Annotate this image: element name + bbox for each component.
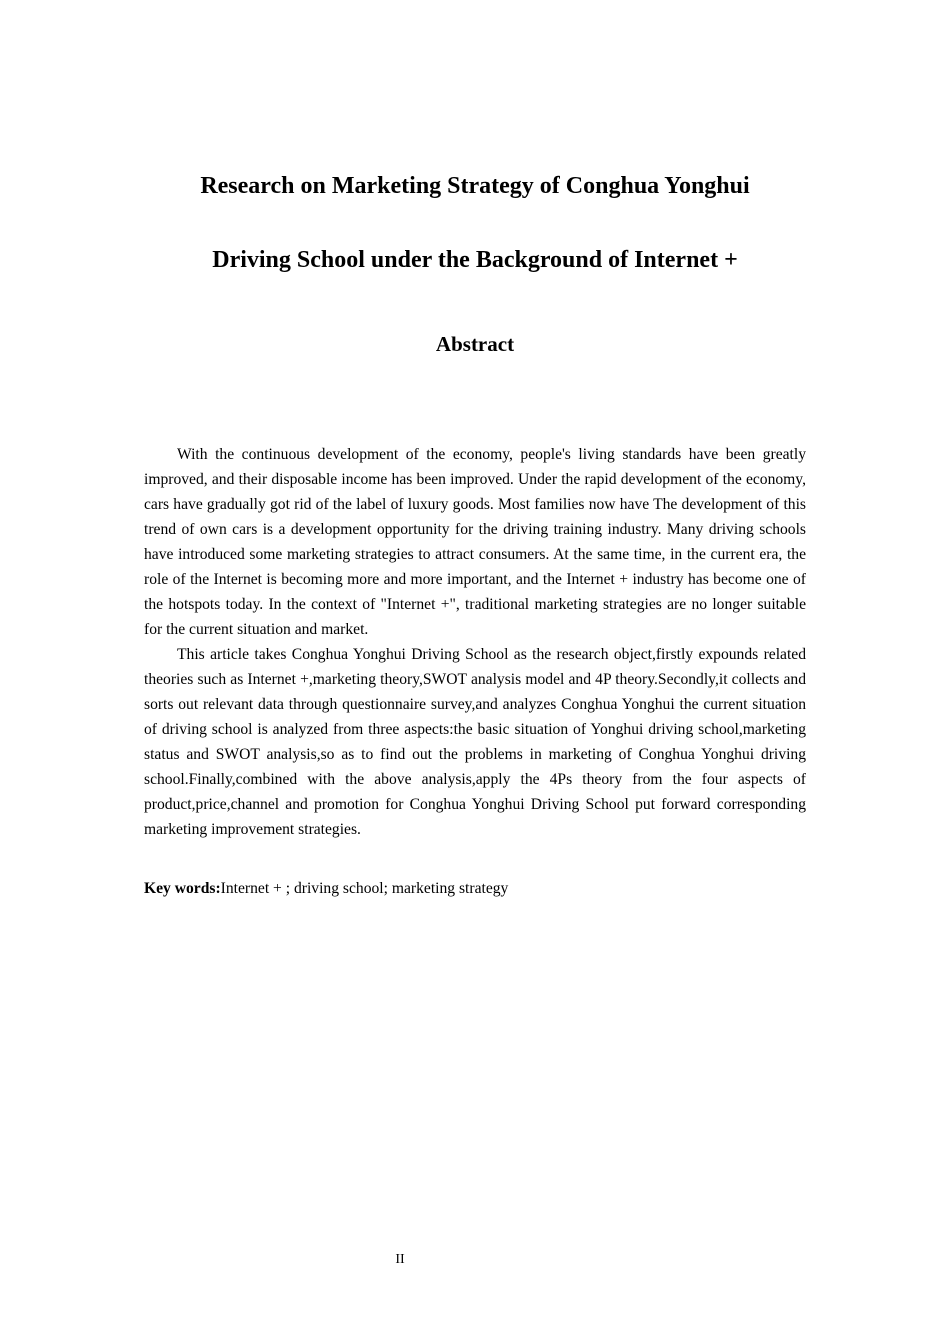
title-line-2: Driving School under the Background of Internet + (212, 247, 738, 273)
abstract-heading: Abstract (435, 332, 515, 356)
abstract-paragraph-1: With the continuous development of the economy, people's living standards have been greatly improved, and their disposable income has been improved. Under the rapid development of the economy, cars have gradually got rid of the label of luxury goods. Most families now have The development of this trend of own cars is a development opportunity for the driving training industry. Many driving schools have introduced some marketing strategies to attract consumers. At the same time, in the current era, the role of the Internet is becoming more and more important, and the Internet + industry has become one of the hotspots today. In the context of "Internet +", traditional marketing strategies are no longer suitable for the current situation and market. (144, 446, 806, 638)
abstract-paragraph-2: This article takes Conghua Yonghui Driving School as the research object,firstly expounds related theories such as Internet +,marketing theory,SWOT analysis model and 4P theory.Secondly,it collects and sorts out relevant data through questionnaire survey,and analyzes Conghua Yonghui the current situation of driving school is analyzed from three aspects:the basic situation of Yonghui driving school,marketing status and SWOT analysis,so as to find out the problems in marketing of Conghua Yonghui driving school.Finally,combined with the above analysis,apply the 4Ps theory from the four aspects of product,price,channel and promotion for Conghua Yonghui Driving School put forward corresponding marketing improvement strategies. (144, 646, 806, 838)
keywords-text: Internet + ; driving school; marketing strategy (220, 880, 509, 897)
page-number: II (395, 1252, 405, 1267)
keywords-line (144, 876, 806, 901)
keywords-label: Key words: (144, 880, 221, 897)
abstract-body (144, 442, 806, 842)
title-line-1: Research on Marketing Strategy of Conghua Yonghui (200, 173, 750, 199)
